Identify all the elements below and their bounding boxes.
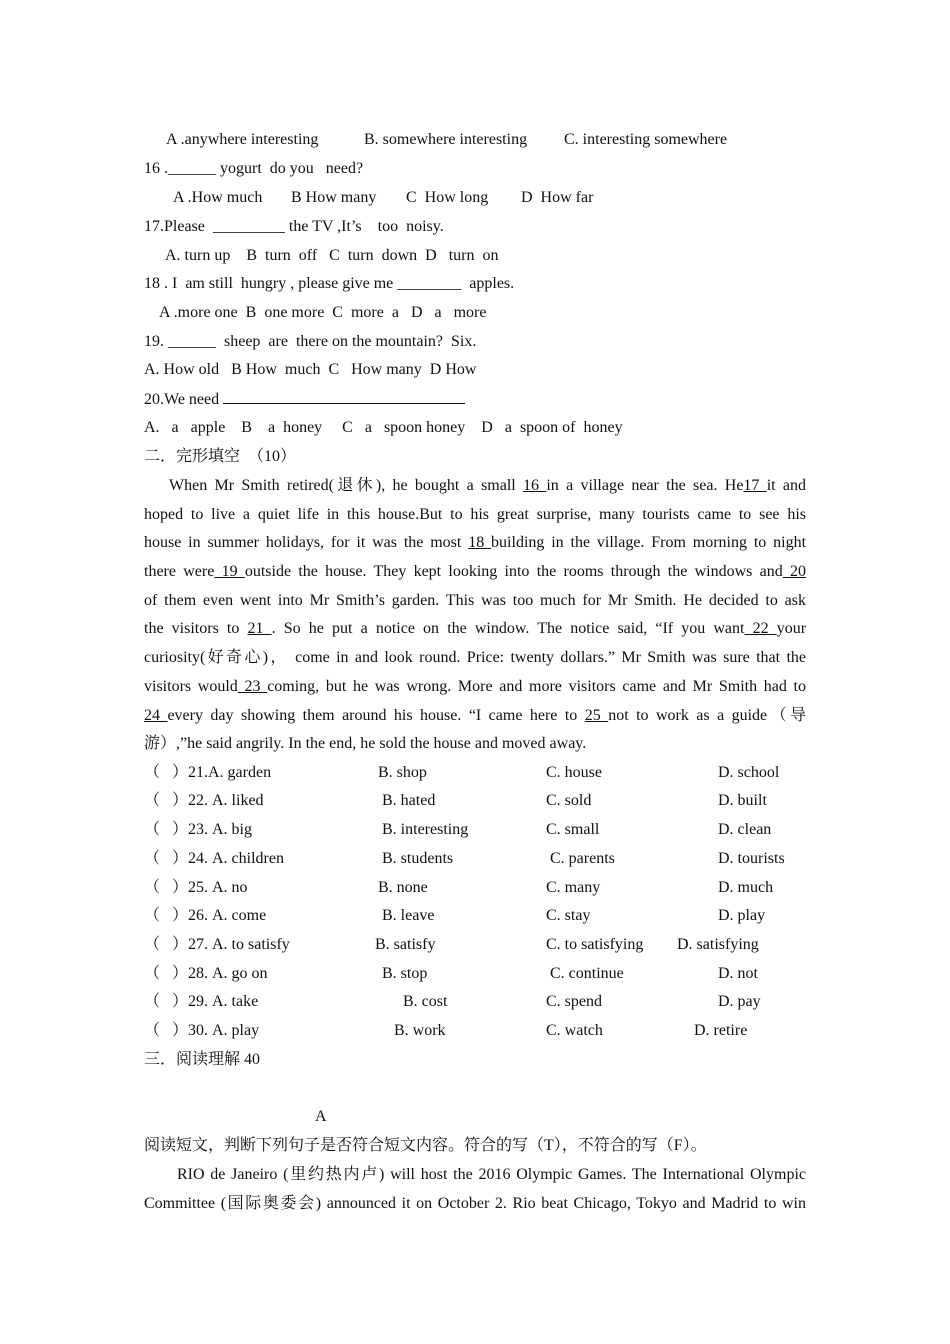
cloze-question-27-option-b: B. satisfy	[375, 936, 436, 953]
q20-stem	[144, 388, 465, 411]
cloze-question-29-option-d: D. pay	[718, 993, 761, 1010]
blank-18: 18	[468, 534, 492, 551]
cloze-text: the visitors to	[144, 620, 240, 637]
blank-22: 22	[744, 620, 777, 637]
cloze-text: it and	[766, 477, 807, 494]
cloze-question-29-option-b: B. cost	[403, 993, 448, 1010]
cloze-text: in a village near the sea. He	[546, 477, 744, 494]
q19-options: A. How old B How much C How many D How	[144, 361, 477, 378]
cloze-question-28-option-a: （ ）28. A. go on	[144, 965, 268, 982]
cloze-line-9	[144, 705, 806, 727]
cloze-question-25-option-c: C. many	[546, 879, 601, 896]
cloze-line-6	[144, 618, 806, 640]
blank-25: 25	[584, 707, 609, 724]
cloze-text: your	[776, 620, 807, 637]
cloze-text: not to work as a guide（导	[608, 707, 807, 724]
cloze-question-30-option-d: D. retire	[694, 1022, 748, 1039]
q20-options: A. a apple B a honey C a spoon honey D a spoon of honey	[144, 419, 623, 436]
cloze-line-8	[144, 676, 806, 698]
cloze-line-10: 游）,”he said angrily. In the end, he sold the house and moved away.	[144, 735, 587, 752]
q15-option-b: B. somewhere interesting	[364, 131, 528, 148]
q16-option-a: A .How much	[173, 189, 263, 206]
cloze-question-26-option-b: B. leave	[382, 907, 435, 924]
cloze-text: there were	[144, 563, 215, 580]
cloze-question-23-option-d: D. clean	[718, 821, 772, 838]
cloze-question-22-option-d: D. built	[718, 792, 767, 809]
cloze-question-27-option-a: （ ）27. A. to satisfy	[144, 936, 290, 953]
cloze-line-3	[144, 532, 806, 554]
cloze-question-23-option-c: C. small	[546, 821, 600, 838]
reading-instruction: 阅读短文，判断下列句子是否符合短文内容。符合的写（T），不符合的写（F）。	[144, 1137, 707, 1154]
reading-line-1: RIO de Janeiro (里约热内卢) will host the 2016 Olympic Games. The International Olympic	[177, 1166, 806, 1183]
q19-stem: 19. ______ sheep are there on the mountain? Six.	[144, 333, 477, 350]
q15-option-a: A .anywhere interesting	[166, 131, 319, 148]
cloze-text: visitors would	[144, 678, 238, 695]
cloze-question-27-option-c: C. to satisfying	[546, 936, 644, 953]
blank-21: 21	[247, 620, 272, 637]
cloze-line-1	[144, 475, 806, 497]
q18-options: A .more one B one more C more a D a more	[159, 304, 487, 321]
cloze-text: house in summer holidays, for it was the most	[144, 534, 462, 551]
cloze-question-26-option-c: C. stay	[546, 907, 591, 924]
blank-23: 23	[237, 678, 268, 695]
q15-option-c: C. interesting somewhere	[564, 131, 728, 148]
cloze-question-22-option-a: （ ）22. A. liked	[144, 792, 264, 809]
cloze-question-28-option-c: C. continue	[550, 965, 624, 982]
cloze-question-27-option-d: D. satisfying	[677, 936, 759, 953]
q17-options: A. turn up B turn off C turn down D turn on	[165, 247, 499, 264]
cloze-question-23-option-a: （ ）23. A. big	[144, 821, 253, 838]
cloze-question-24-option-a: （ ）24. A. children	[144, 850, 284, 867]
cloze-question-25-option-d: D. much	[718, 879, 774, 896]
cloze-text: building in the village. From morning to night	[491, 534, 807, 551]
cloze-text: outside the house. They kept looking into the rooms through the windows and	[244, 563, 783, 580]
cloze-question-21-option-c: C. house	[546, 764, 602, 781]
cloze-question-26-option-d: D. play	[718, 907, 766, 924]
cloze-text: When Mr Smith retired(退休), he bought a small	[169, 477, 516, 494]
cloze-question-30-option-a: （ ）30. A. play	[144, 1022, 260, 1039]
q16-option-d: D How far	[521, 189, 594, 206]
q20-stem-text: 20.We need	[144, 391, 220, 408]
cloze-question-21-option-b: B. shop	[378, 764, 427, 781]
section3-title: 三．阅读理解 40	[144, 1051, 261, 1068]
q16-option-b: B How many	[291, 189, 377, 206]
cloze-question-29-option-c: C. spend	[546, 993, 602, 1010]
cloze-question-25-option-a: （ ）25. A. no	[144, 879, 248, 896]
section2-title: 二．完形填空 （10）	[144, 448, 297, 465]
cloze-line-4	[144, 561, 806, 583]
cloze-question-23-option-b: B. interesting	[382, 821, 469, 838]
cloze-question-24-option-b: B. students	[382, 850, 454, 867]
cloze-line-7: curiosity(好奇心)， come in and look round. Price: twenty dollars.” Mr Smith was sure that the	[144, 649, 806, 666]
cloze-question-22-option-c: C. sold	[546, 792, 592, 809]
blank-19: 19	[214, 563, 245, 580]
cloze-question-24-option-c: C. parents	[550, 850, 615, 867]
blank-17: 17	[743, 477, 767, 494]
cloze-question-30-option-b: B. work	[394, 1022, 446, 1039]
passage-a-label: A	[315, 1108, 327, 1125]
q17-stem: 17.Please _________ the TV ,It’s too noisy.	[144, 218, 444, 235]
cloze-text: every day showing them around his house. “I came here to	[167, 707, 578, 724]
q18-stem: 18 . I am still hungry , please give me ________ apples.	[144, 275, 515, 292]
cloze-line-5: of them even went into Mr Smith’s garden. This was too much for Mr Smith. He decided to ask	[144, 592, 806, 609]
cloze-question-26-option-a: （ ）26. A. come	[144, 907, 267, 924]
cloze-question-21-option-a: （ ）21.A. garden	[144, 764, 272, 781]
cloze-question-30-option-c: C. watch	[546, 1022, 603, 1039]
reading-line-2: Committee (国际奥委会) announced it on October 2. Rio beat Chicago, Tokyo and Madrid to win	[144, 1195, 806, 1212]
q16-option-c: C How long	[406, 189, 489, 206]
cloze-question-29-option-a: （ ）29. A. take	[144, 993, 259, 1010]
cloze-question-22-option-b: B. hated	[382, 792, 436, 809]
cloze-line-2: hoped to live a quiet life in this house.But to his great surprise, many tourists came to see his	[144, 506, 806, 523]
cloze-question-28-option-d: D. not	[718, 965, 758, 982]
cloze-question-21-option-d: D. school	[718, 764, 780, 781]
q20-answer-blank	[223, 388, 465, 404]
cloze-text: . So he put a notice on the window. The notice said, “If you want	[271, 620, 745, 637]
cloze-text: coming, but he was wrong. More and more visitors came and Mr Smith had to	[267, 678, 807, 695]
cloze-question-25-option-b: B. none	[378, 879, 428, 896]
cloze-question-24-option-d: D. tourists	[718, 850, 785, 867]
blank-20: 20	[782, 563, 807, 580]
cloze-question-28-option-b: B. stop	[382, 965, 428, 982]
blank-16: 16	[523, 477, 547, 494]
blank-24: 24	[144, 707, 168, 724]
q16-stem: 16 .______ yogurt do you need?	[144, 160, 364, 177]
